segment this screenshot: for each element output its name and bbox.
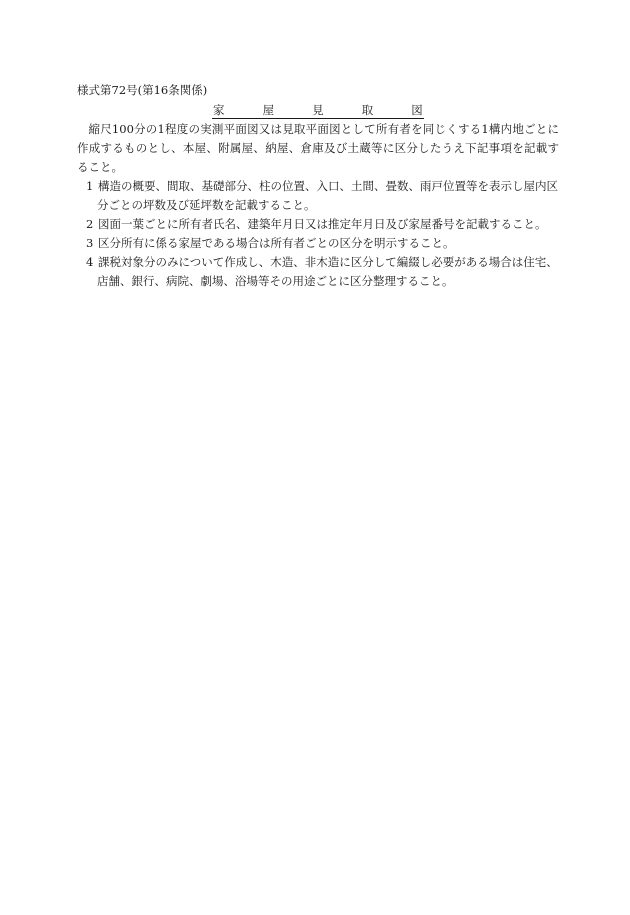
list-item bbox=[77, 234, 559, 253]
title-row bbox=[77, 101, 559, 120]
list-item bbox=[77, 253, 559, 291]
list-item bbox=[77, 177, 559, 215]
item-text: 図面一葉ごとに所有者氏名、建築年月日又は推定年月日及び家屋番号を記載すること。 bbox=[98, 217, 547, 231]
item-list bbox=[77, 177, 559, 291]
form-number: 様式第72号(第16条関係) bbox=[77, 83, 208, 97]
item-text: 構造の概要、間取、基礎部分、柱の位置、入口、土間、畳数、雨戸位置等を表示し屋内区分ごとの坪数及び延坪数を記載すること。 bbox=[97, 179, 558, 212]
item-number: 2 bbox=[86, 217, 94, 231]
document-page bbox=[77, 81, 559, 291]
document-title bbox=[212, 102, 424, 119]
title-char: 屋 bbox=[262, 103, 275, 117]
title-char: 図 bbox=[411, 103, 423, 117]
intro-paragraph: 縮尺100分の1程度の実測平面図又は見取平面図として所有者を同じくする1構内地ごとに作成するものとし、本屋、附属屋、納屋、倉庫及び土蔵等に区分したうえ下記事項を記載すること。 bbox=[77, 122, 559, 174]
title-char: 取 bbox=[361, 103, 374, 117]
item-number: 4 bbox=[86, 255, 94, 269]
item-number: 3 bbox=[86, 236, 94, 250]
item-text: 課税対象分のみについて作成し、木造、非木造に区分して編綴し必要がある場合は住宅、店舗、銀行、病院、劇場、浴場等その用途ごとに区分整理すること。 bbox=[97, 255, 558, 288]
list-item bbox=[77, 215, 559, 234]
item-number: 1 bbox=[86, 179, 94, 193]
title-char: 見 bbox=[312, 103, 324, 117]
item-text: 区分所有に係る家屋である場合は所有者ごとの区分を明示すること。 bbox=[98, 236, 455, 250]
title-char: 家 bbox=[213, 103, 225, 117]
